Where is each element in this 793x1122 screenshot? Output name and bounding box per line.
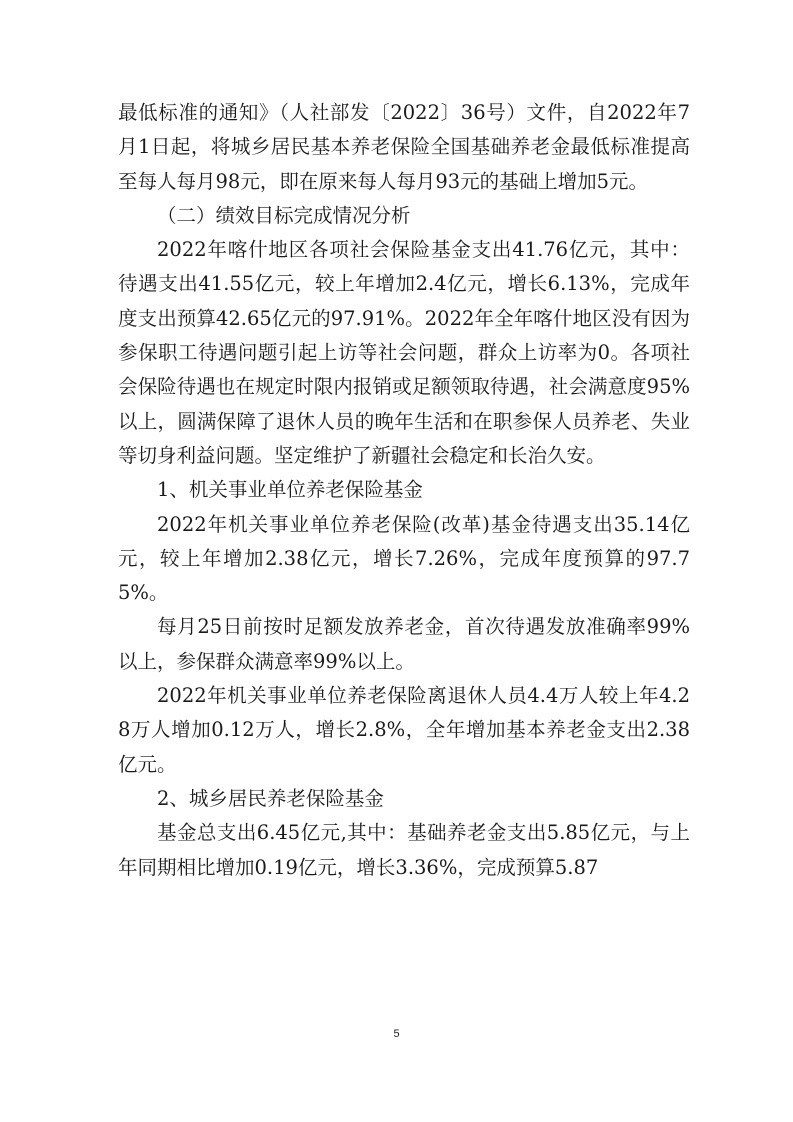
document-body [118,96,690,885]
paragraph-retirees: 2022年机关事业单位养老保险离退休人员4.4万人较上年4.28万人增加0.12万人，增长2.8%，全年增加基本养老金支出2.38亿元。 [118,684,690,776]
paragraph-policy-standard: 最低标准的通知》（人社部发〔2022〕36号）文件，自2022年7月1日起，将城乡居民基本养老保险全国基础养老金最低标准提高至每人每月98元，即在原来每人每月93元的基础上增加5元。 [118,101,690,193]
subheading-institution-pension: 1、机关事业单位养老保险基金 [157,478,423,502]
page-number: 5 [393,1028,400,1040]
section-heading-performance: （二）绩效目标完成情况分析 [157,203,411,227]
paragraph-total-expenditure: 基金总支出6.45亿元,其中：基础养老金支出5.85亿元，与上年同期相比增加0.19亿元，增长3.36%，完成预算5.87 [118,821,690,879]
subheading-urban-rural-pension: 2、城乡居民养老保险基金 [157,786,384,810]
paragraph-institution-expenditure: 2022年机关事业单位养老保险(改革)基金待遇支出35.14亿元，较上年增加2.38亿元，增长7.26%，完成年度预算的97.75%。 [118,512,690,605]
paragraph-fund-expenditure: 2022年喀什地区各项社会保险基金支出41.76亿元，其中：待遇支出41.55亿元，较上年增加2.4亿元，增长6.13%，完成年度支出预算42.65亿元的97.91%。2022年全年喀什地区没有因为参保职工待遇问题引起上访等社会问题，群众上访率为0。各项社会保险待遇也在规定时限内报销或足额领取待遇，社会满意度95%以上，圆满保障了退休人员的晚年生活和在职参保人员养老、失业等切身利益问题。坚定维护了新疆社会稳定和长治久安。 [118,238,690,467]
paragraph-monthly-payment: 每月25日前按时足额发放养老金，首次待遇发放准确率99%以上，参保群众满意率99%以上。 [118,615,690,673]
